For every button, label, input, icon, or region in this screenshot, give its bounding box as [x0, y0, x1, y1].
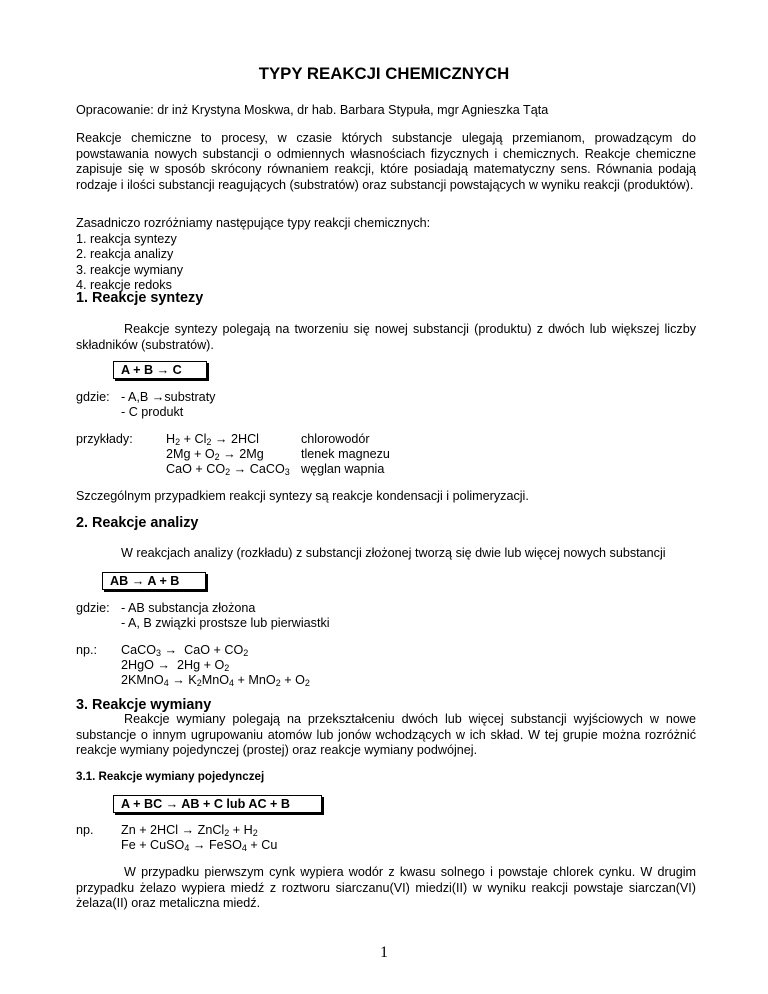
list-item: 2. reakcja analizy [76, 247, 174, 262]
eg-label: np.: [76, 643, 98, 657]
list-item: 1. reakcja syntezy [76, 231, 177, 246]
equation: CaO + $CO_2$ → CaCO$_3$ [166, 462, 290, 477]
example-name: tlenek magnezu [301, 447, 390, 461]
examples-label: przykłady: [76, 432, 133, 446]
page-title: TYPY REAKCJI CHEMICZNYCH [258, 64, 510, 83]
section-heading: 2. Reakcje analizy [76, 515, 199, 531]
section-paragraph: W przypadku pierwszym cynk wypiera wodór z kwasu solnego i powstaje chlorek cynku. W drugim przypadku żelazo wypiera miedź z roztworu siarczanu(VI) miedzi(II) w wyniku reakcji powstaje siarczan(VI) żelaza(II) oraz metaliczna miedź. [76, 865, 696, 911]
intro-paragraph: Reakcje chemiczne to procesy, w czasie których substancje ulegają przemianom, prowadzącym do powstawania nowych substancji o odmiennych własnościach fizycznych i chemicznych. Reakcje chemiczne zapisuje się w sposób skrócony równaniem reakcji, które posiadają matematyczny sens. Równania podają rodzaje i ilości substancji reagujących (substratów) oraz substancji powstających w wyniku reakcji (produktów). [76, 131, 696, 192]
equation: CaCO$_3$ → CaO + $CO_2$ [121, 643, 249, 658]
list-item: 3. reakcje wymiany [76, 262, 184, 277]
authors: Opracowanie: dr inż Krystyna Moskwa, dr hab. Barbara Stypuła, mgr Agnieszka Tąta [76, 103, 549, 117]
example-name: chlorowodór [301, 432, 370, 446]
section-note: Szczególnym przypadkiem reakcji syntezy są reakcje kondensacji i polimeryzacji. [76, 489, 529, 503]
equation: $2HgO \to 2Hg + O_2$ [121, 658, 230, 673]
page-number: 1 [380, 944, 388, 961]
where-item: - A, B związki prostsze lub pierwiastki [121, 616, 330, 630]
section-desc: W reakcjach analizy (rozkładu) z substancji złożonej tworzą się dwie lub więcej nowych substancji [121, 546, 666, 560]
subsection-heading: 3.1. Reakcje wymiany pojedynczej [76, 770, 265, 783]
list-item: 4. reakcje redoks [76, 278, 172, 293]
section-heading: 3. Reakcje wymiany [76, 697, 212, 713]
formula-box: AB → A + B [102, 572, 206, 590]
equation: Zn + 2HCl → ZnCl$_2$ + $H_2$ [121, 823, 258, 838]
example-name: węglan wapnia [301, 462, 385, 476]
equation: Fe + CuSO$_4$ → FeSO$_4$ + Cu [121, 838, 278, 853]
where-label: gdzie: [76, 390, 110, 404]
where-item: - AB substancja złożona [121, 601, 256, 615]
section-desc: Reakcje syntezy polegają na tworzeniu się nowej substancji (produktu) z dwóch lub większej liczby składników (substratów). [76, 322, 696, 352]
types-list [76, 216, 696, 294]
equation: 2KMnO$_4$ → $K_2MnO_4 + MnO_2 + O_2$ [121, 673, 310, 688]
where-item: - C produkt [121, 405, 184, 419]
formula-box: A + B → C [113, 361, 207, 379]
eg-label: np. [76, 823, 94, 837]
equation: $H_2 + Cl_2 \to 2HCl$ [166, 432, 259, 447]
formula-box: A + BC → AB + C lub AC + B [113, 795, 322, 813]
types-intro: Zasadniczo rozróżniamy następujące typy reakcji chemicznych: [76, 216, 431, 230]
section-desc: Reakcje wymiany polegają na przekształceniu dwóch lub więcej substancji wyjściowych w nowe substancje o innym ugrupowaniu atomów lub jonów wchodzących w ich skład. W tej grupie można rozróżnić reakcje wymiany pojedynczej (prostej) oraz reakcje wymiany podwójnej. [76, 712, 696, 758]
equation: $2Mg + O_2 \to 2Mg$ [166, 447, 264, 462]
where-label: gdzie: [76, 601, 110, 615]
where-item: - A,B →substraty [121, 390, 216, 404]
section-heading: 1. Reakcje syntezy [76, 290, 204, 306]
